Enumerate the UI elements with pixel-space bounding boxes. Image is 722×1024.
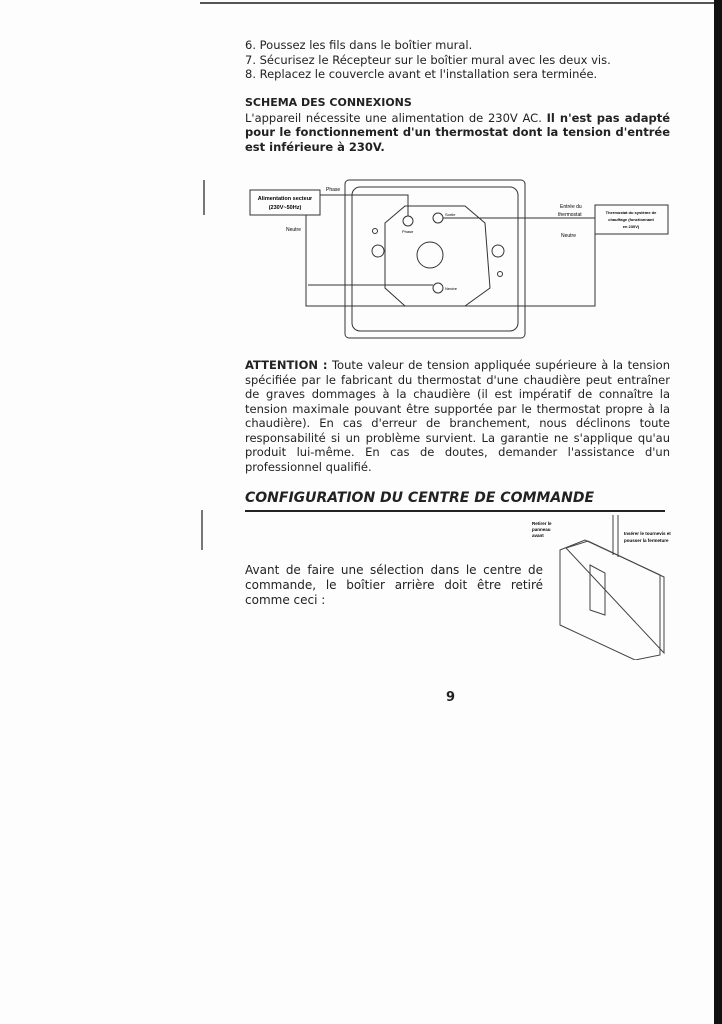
- scan-mark: [203, 180, 205, 215]
- phase-terminal-label: Phase: [402, 229, 414, 234]
- fig-label-insert: Insérer le tournevis et: [624, 531, 671, 536]
- scan-edge: [714, 0, 722, 1024]
- fig-label-remove-2: panneau: [532, 527, 551, 532]
- schema-section: [245, 96, 670, 154]
- sortie-label: Sortie: [445, 212, 456, 217]
- phase-label: Phase: [326, 187, 341, 193]
- supply-voltage: (230V~50Hz): [268, 205, 302, 211]
- config-text: Avant de faire une sélection dans le centre de commande, le boîtier arrière doit être retiré comme ceci :: [245, 563, 543, 607]
- schema-title: SCHEMA DES CONNEXIONS: [245, 96, 412, 109]
- supply-label: Alimentation secteur: [257, 196, 313, 202]
- attention-label: ATTENTION :: [245, 358, 328, 372]
- fig-label-insert-2: pousser la fermeture: [624, 538, 669, 543]
- neutre-terminal-label: Neutre: [445, 286, 458, 291]
- neutre-label-right: Neutre: [561, 233, 577, 239]
- page-number: 9: [446, 690, 456, 705]
- scan-mark: [201, 510, 203, 550]
- fig-label-remove: Retirer le: [532, 521, 552, 526]
- install-steps: [245, 38, 670, 82]
- thermostat-label-3: en 230V): [622, 224, 640, 229]
- step-7: 7. Sécurisez le Récepteur sur le boîtier mural avec les deux vis.: [245, 52, 611, 67]
- entree-label: Entrée du: [560, 204, 582, 210]
- step-8: 8. Replacez le couvercle avant et l'installation sera terminée.: [245, 67, 598, 81]
- cover-removal-figure: [530, 515, 690, 660]
- entree-label-2: thermostat: [558, 212, 582, 218]
- thermostat-label-2: chauffage (fonctionnant: [608, 217, 654, 222]
- title-rule: [245, 510, 665, 512]
- step-6: 6. Poussez les fils dans le boîtier mural.: [245, 38, 473, 52]
- schema-text: L'appareil nécessite une alimentation de 230V AC.: [245, 110, 542, 125]
- config-title: CONFIGURATION DU CENTRE DE COMMANDE: [245, 490, 595, 506]
- fig-label-remove-3: avant: [532, 533, 544, 538]
- schema-warning: Il n'est pas adapté pour le fonctionnement d'un thermostat dont la tension d'entrée est inférieure à 230V.: [245, 110, 670, 154]
- thermostat-label: Thermostat du système de: [605, 210, 657, 215]
- attention-text: Toute valeur de tension appliquée supérieure à la tension spécifiée par le fabricant du thermostat d'une chaudière peut entraîner de graves dommages à la chaudière (il est impératif de connaître la tension maximale pouvant être supportée par le thermostat propre à la chaudière). En cas d'erreur de branchement, nous déclinons toute responsabilité si un problème survient. La garantie ne s'applique qu'au produit lui-même. En cas de doutes, demander l'assistance d'un professionnel qualifié.: [245, 358, 670, 474]
- wiring-diagram: [240, 178, 680, 343]
- neutre-label-left: Neutre: [286, 227, 302, 233]
- top-border: [200, 2, 722, 4]
- attention-paragraph: [245, 358, 670, 474]
